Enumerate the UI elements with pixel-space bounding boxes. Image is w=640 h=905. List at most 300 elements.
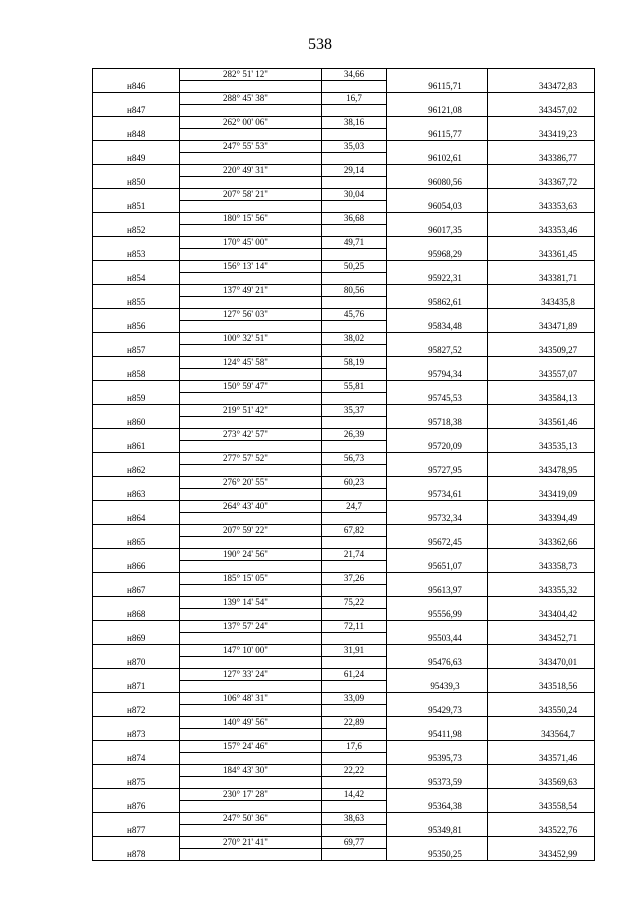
- x-coordinate-cell: 95429,73: [387, 705, 488, 717]
- direction-angle-cell: 282° 51' 12": [180, 69, 322, 81]
- segment-length-cell: [322, 153, 387, 165]
- direction-angle-cell: [180, 681, 322, 693]
- x-coordinate-cell: 95476,63: [387, 657, 488, 669]
- point-name-cell: [93, 189, 180, 201]
- point-name-cell: [93, 429, 180, 441]
- direction-angle-cell: 219° 51' 42": [180, 405, 322, 417]
- direction-angle-cell: 150° 59' 47": [180, 381, 322, 393]
- point-name-cell: н852: [93, 225, 180, 237]
- segment-length-cell: [322, 825, 387, 837]
- x-coordinate-cell: 95411,98: [387, 729, 488, 741]
- y-coordinate-cell: [488, 717, 595, 729]
- x-coordinate-cell: [387, 237, 488, 249]
- direction-angle-cell: [180, 489, 322, 501]
- point-name-cell: [93, 117, 180, 129]
- point-row: [93, 321, 595, 333]
- point-row: [93, 345, 595, 357]
- segment-row: [93, 501, 595, 513]
- point-name-cell: [93, 573, 180, 585]
- y-coordinate-cell: 343355,32: [488, 585, 595, 597]
- direction-angle-cell: [180, 537, 322, 549]
- segment-row: [93, 573, 595, 585]
- segment-length-cell: [322, 801, 387, 813]
- x-coordinate-cell: [387, 117, 488, 129]
- direction-angle-cell: [180, 153, 322, 165]
- y-coordinate-cell: [488, 429, 595, 441]
- direction-angle-cell: [180, 297, 322, 309]
- x-coordinate-cell: 95922,31: [387, 273, 488, 285]
- x-coordinate-cell: 95727,95: [387, 465, 488, 477]
- y-coordinate-cell: 343381,71: [488, 273, 595, 285]
- direction-angle-cell: [180, 249, 322, 261]
- point-row: [93, 705, 595, 717]
- direction-angle-cell: 100° 32' 51": [180, 333, 322, 345]
- x-coordinate-cell: 95373,59: [387, 777, 488, 789]
- y-coordinate-cell: [488, 117, 595, 129]
- direction-angle-cell: 273° 42' 57": [180, 429, 322, 441]
- point-row: [93, 849, 595, 861]
- segment-length-cell: [322, 585, 387, 597]
- segment-length-cell: 61,24: [322, 669, 387, 681]
- y-coordinate-cell: 343535,13: [488, 441, 595, 453]
- point-name-cell: [93, 357, 180, 369]
- direction-angle-cell: 156° 13' 14": [180, 261, 322, 273]
- point-row: [93, 129, 595, 141]
- y-coordinate-cell: [488, 69, 595, 81]
- segment-row: [93, 765, 595, 777]
- point-row: [93, 465, 595, 477]
- y-coordinate-cell: [488, 765, 595, 777]
- segment-length-cell: 55,81: [322, 381, 387, 393]
- direction-angle-cell: [180, 609, 322, 621]
- segment-length-cell: 72,11: [322, 621, 387, 633]
- segment-length-cell: 38,63: [322, 813, 387, 825]
- direction-angle-cell: [180, 201, 322, 213]
- direction-angle-cell: 247° 50' 36": [180, 813, 322, 825]
- segment-row: [93, 381, 595, 393]
- direction-angle-cell: 184° 43' 30": [180, 765, 322, 777]
- segment-length-cell: 67,82: [322, 525, 387, 537]
- point-name-cell: н878: [93, 849, 180, 861]
- segment-length-cell: 56,73: [322, 453, 387, 465]
- point-row: [93, 201, 595, 213]
- point-name-cell: [93, 621, 180, 633]
- y-coordinate-cell: [488, 597, 595, 609]
- point-row: [93, 777, 595, 789]
- direction-angle-cell: 207° 58' 21": [180, 189, 322, 201]
- y-coordinate-cell: 343571,46: [488, 753, 595, 765]
- x-coordinate-cell: [387, 549, 488, 561]
- segment-length-cell: [322, 657, 387, 669]
- x-coordinate-cell: 95794,34: [387, 369, 488, 381]
- direction-angle-cell: 127° 33' 24": [180, 669, 322, 681]
- point-row: [93, 681, 595, 693]
- point-name-cell: н867: [93, 585, 180, 597]
- direction-angle-cell: 220° 49' 31": [180, 165, 322, 177]
- y-coordinate-cell: 343569,63: [488, 777, 595, 789]
- segment-length-cell: 37,26: [322, 573, 387, 585]
- segment-length-cell: [322, 81, 387, 93]
- y-coordinate-cell: 343558,54: [488, 801, 595, 813]
- point-row: [93, 489, 595, 501]
- point-name-cell: [93, 165, 180, 177]
- direction-angle-cell: 137° 57' 24": [180, 621, 322, 633]
- direction-angle-cell: 137° 49' 21": [180, 285, 322, 297]
- y-coordinate-cell: [488, 381, 595, 393]
- direction-angle-cell: [180, 273, 322, 285]
- segment-length-cell: 60,23: [322, 477, 387, 489]
- x-coordinate-cell: 95745,53: [387, 393, 488, 405]
- point-name-cell: н861: [93, 441, 180, 453]
- y-coordinate-cell: [488, 477, 595, 489]
- y-coordinate-cell: 343435,8: [488, 297, 595, 309]
- y-coordinate-cell: [488, 669, 595, 681]
- segment-row: [93, 117, 595, 129]
- point-name-cell: [93, 453, 180, 465]
- y-coordinate-cell: [488, 309, 595, 321]
- point-name-cell: [93, 693, 180, 705]
- point-row: [93, 417, 595, 429]
- segment-row: [93, 525, 595, 537]
- segment-length-cell: 17,6: [322, 741, 387, 753]
- y-coordinate-cell: 343419,23: [488, 129, 595, 141]
- segment-row: [93, 789, 595, 801]
- direction-angle-cell: 170° 45' 00": [180, 237, 322, 249]
- point-name-cell: н859: [93, 393, 180, 405]
- y-coordinate-cell: [488, 333, 595, 345]
- point-name-cell: н851: [93, 201, 180, 213]
- x-coordinate-cell: 95834,48: [387, 321, 488, 333]
- point-row: [93, 153, 595, 165]
- segment-length-cell: 29,14: [322, 165, 387, 177]
- y-coordinate-cell: 343362,66: [488, 537, 595, 549]
- x-coordinate-cell: 95613,97: [387, 585, 488, 597]
- segment-length-cell: 80,56: [322, 285, 387, 297]
- segment-row: [93, 357, 595, 369]
- segment-length-cell: 22,89: [322, 717, 387, 729]
- segment-row: [93, 741, 595, 753]
- segment-row: [93, 189, 595, 201]
- point-name-cell: [93, 837, 180, 849]
- y-coordinate-cell: 343561,46: [488, 417, 595, 429]
- segment-row: [93, 69, 595, 81]
- segment-length-cell: 58,19: [322, 357, 387, 369]
- x-coordinate-cell: [387, 645, 488, 657]
- direction-angle-cell: 180° 15' 56": [180, 213, 322, 225]
- point-row: [93, 297, 595, 309]
- direction-angle-cell: 247° 55' 53": [180, 141, 322, 153]
- direction-angle-cell: 270° 21' 41": [180, 837, 322, 849]
- point-name-cell: [93, 645, 180, 657]
- segment-row: [93, 453, 595, 465]
- x-coordinate-cell: [387, 693, 488, 705]
- x-coordinate-cell: [387, 813, 488, 825]
- x-coordinate-cell: [387, 525, 488, 537]
- x-coordinate-cell: 95718,38: [387, 417, 488, 429]
- x-coordinate-cell: [387, 501, 488, 513]
- segment-length-cell: 38,02: [322, 333, 387, 345]
- x-coordinate-cell: [387, 213, 488, 225]
- direction-angle-cell: [180, 777, 322, 789]
- point-name-cell: [93, 477, 180, 489]
- x-coordinate-cell: 96017,35: [387, 225, 488, 237]
- y-coordinate-cell: [488, 213, 595, 225]
- segment-length-cell: [322, 681, 387, 693]
- x-coordinate-cell: [387, 93, 488, 105]
- point-name-cell: [93, 597, 180, 609]
- segment-length-cell: [322, 441, 387, 453]
- point-name-cell: н872: [93, 705, 180, 717]
- segment-length-cell: [322, 369, 387, 381]
- x-coordinate-cell: [387, 741, 488, 753]
- segment-row: [93, 237, 595, 249]
- point-name-cell: [93, 141, 180, 153]
- point-row: [93, 753, 595, 765]
- point-row: [93, 393, 595, 405]
- y-coordinate-cell: 343394,49: [488, 513, 595, 525]
- segment-length-cell: 45,76: [322, 309, 387, 321]
- point-row: [93, 801, 595, 813]
- segment-row: [93, 213, 595, 225]
- direction-angle-cell: 277° 57' 52": [180, 453, 322, 465]
- y-coordinate-cell: 343509,27: [488, 345, 595, 357]
- y-coordinate-cell: [488, 741, 595, 753]
- y-coordinate-cell: [488, 165, 595, 177]
- x-coordinate-cell: 96054,03: [387, 201, 488, 213]
- segment-length-cell: [322, 465, 387, 477]
- point-name-cell: н876: [93, 801, 180, 813]
- point-name-cell: н855: [93, 297, 180, 309]
- coordinates-table-body: [93, 69, 595, 861]
- segment-length-cell: 75,22: [322, 597, 387, 609]
- segment-row: [93, 837, 595, 849]
- segment-length-cell: 35,03: [322, 141, 387, 153]
- y-coordinate-cell: 343584,13: [488, 393, 595, 405]
- x-coordinate-cell: 96115,71: [387, 81, 488, 93]
- direction-angle-cell: [180, 105, 322, 117]
- direction-angle-cell: 140° 49' 56": [180, 717, 322, 729]
- point-name-cell: н862: [93, 465, 180, 477]
- direction-angle-cell: 276° 20' 55": [180, 477, 322, 489]
- segment-length-cell: [322, 297, 387, 309]
- direction-angle-cell: 139° 14' 54": [180, 597, 322, 609]
- y-coordinate-cell: 343471,89: [488, 321, 595, 333]
- point-name-cell: н856: [93, 321, 180, 333]
- x-coordinate-cell: [387, 69, 488, 81]
- point-name-cell: [93, 669, 180, 681]
- x-coordinate-cell: 96080,56: [387, 177, 488, 189]
- y-coordinate-cell: [488, 93, 595, 105]
- direction-angle-cell: [180, 417, 322, 429]
- segment-length-cell: 49,71: [322, 237, 387, 249]
- segment-row: [93, 141, 595, 153]
- x-coordinate-cell: 96115,77: [387, 129, 488, 141]
- x-coordinate-cell: [387, 309, 488, 321]
- segment-length-cell: 38,16: [322, 117, 387, 129]
- direction-angle-cell: [180, 225, 322, 237]
- direction-angle-cell: 288° 45' 38": [180, 93, 322, 105]
- y-coordinate-cell: 343470,01: [488, 657, 595, 669]
- x-coordinate-cell: 95349,81: [387, 825, 488, 837]
- segment-length-cell: 33,09: [322, 693, 387, 705]
- x-coordinate-cell: [387, 285, 488, 297]
- y-coordinate-cell: 343404,42: [488, 609, 595, 621]
- segment-length-cell: [322, 129, 387, 141]
- x-coordinate-cell: [387, 453, 488, 465]
- point-name-cell: н857: [93, 345, 180, 357]
- x-coordinate-cell: 96102,61: [387, 153, 488, 165]
- y-coordinate-cell: 343518,56: [488, 681, 595, 693]
- point-name-cell: н849: [93, 153, 180, 165]
- direction-angle-cell: [180, 393, 322, 405]
- y-coordinate-cell: 343386,77: [488, 153, 595, 165]
- point-name-cell: [93, 93, 180, 105]
- y-coordinate-cell: [488, 357, 595, 369]
- x-coordinate-cell: [387, 333, 488, 345]
- y-coordinate-cell: 343557,07: [488, 369, 595, 381]
- x-coordinate-cell: [387, 717, 488, 729]
- x-coordinate-cell: [387, 573, 488, 585]
- point-name-cell: н868: [93, 609, 180, 621]
- direction-angle-cell: [180, 561, 322, 573]
- x-coordinate-cell: [387, 789, 488, 801]
- point-name-cell: [93, 525, 180, 537]
- direction-angle-cell: [180, 705, 322, 717]
- direction-angle-cell: [180, 849, 322, 861]
- point-name-cell: н846: [93, 81, 180, 93]
- segment-length-cell: [322, 345, 387, 357]
- point-name-cell: н850: [93, 177, 180, 189]
- segment-row: [93, 333, 595, 345]
- point-name-cell: [93, 285, 180, 297]
- x-coordinate-cell: 95395,73: [387, 753, 488, 765]
- segment-row: [93, 597, 595, 609]
- segment-length-cell: [322, 489, 387, 501]
- y-coordinate-cell: [488, 141, 595, 153]
- direction-angle-cell: 185° 15' 05": [180, 573, 322, 585]
- direction-angle-cell: [180, 657, 322, 669]
- point-row: [93, 273, 595, 285]
- y-coordinate-cell: [488, 261, 595, 273]
- direction-angle-cell: 207° 59' 22": [180, 525, 322, 537]
- x-coordinate-cell: 95672,45: [387, 537, 488, 549]
- direction-angle-cell: 190° 24' 56": [180, 549, 322, 561]
- x-coordinate-cell: 96121,08: [387, 105, 488, 117]
- y-coordinate-cell: [488, 549, 595, 561]
- y-coordinate-cell: [488, 285, 595, 297]
- y-coordinate-cell: [488, 525, 595, 537]
- point-name-cell: [93, 501, 180, 513]
- segment-row: [93, 693, 595, 705]
- point-name-cell: [93, 213, 180, 225]
- direction-angle-cell: [180, 369, 322, 381]
- point-name-cell: н860: [93, 417, 180, 429]
- x-coordinate-cell: [387, 477, 488, 489]
- segment-row: [93, 549, 595, 561]
- point-row: [93, 561, 595, 573]
- direction-angle-cell: [180, 729, 322, 741]
- segment-length-cell: [322, 561, 387, 573]
- x-coordinate-cell: 95364,38: [387, 801, 488, 813]
- point-row: [93, 657, 595, 669]
- direction-angle-cell: 262° 00' 06": [180, 117, 322, 129]
- point-row: [93, 105, 595, 117]
- y-coordinate-cell: 343361,45: [488, 249, 595, 261]
- y-coordinate-cell: [488, 237, 595, 249]
- segment-length-cell: 31,91: [322, 645, 387, 657]
- x-coordinate-cell: 95439,3: [387, 681, 488, 693]
- point-name-cell: [93, 789, 180, 801]
- direction-angle-cell: 124° 45' 58": [180, 357, 322, 369]
- direction-angle-cell: 230° 17' 28": [180, 789, 322, 801]
- point-row: [93, 729, 595, 741]
- point-row: [93, 609, 595, 621]
- point-name-cell: н864: [93, 513, 180, 525]
- point-name-cell: н854: [93, 273, 180, 285]
- x-coordinate-cell: [387, 189, 488, 201]
- x-coordinate-cell: 95968,29: [387, 249, 488, 261]
- segment-row: [93, 477, 595, 489]
- point-name-cell: н875: [93, 777, 180, 789]
- point-row: [93, 225, 595, 237]
- x-coordinate-cell: 95556,99: [387, 609, 488, 621]
- point-row: [93, 177, 595, 189]
- segment-length-cell: [322, 417, 387, 429]
- y-coordinate-cell: 343457,02: [488, 105, 595, 117]
- y-coordinate-cell: [488, 621, 595, 633]
- segment-row: [93, 429, 595, 441]
- direction-angle-cell: 147° 10' 00": [180, 645, 322, 657]
- direction-angle-cell: [180, 513, 322, 525]
- point-name-cell: [93, 813, 180, 825]
- x-coordinate-cell: 95720,09: [387, 441, 488, 453]
- point-row: [93, 81, 595, 93]
- segment-length-cell: 69,77: [322, 837, 387, 849]
- point-name-cell: [93, 69, 180, 81]
- point-name-cell: [93, 333, 180, 345]
- y-coordinate-cell: 343353,63: [488, 201, 595, 213]
- coordinates-table: [92, 68, 595, 861]
- point-name-cell: н871: [93, 681, 180, 693]
- x-coordinate-cell: 95651,07: [387, 561, 488, 573]
- y-coordinate-cell: 343358,73: [488, 561, 595, 573]
- y-coordinate-cell: [488, 645, 595, 657]
- x-coordinate-cell: 95732,34: [387, 513, 488, 525]
- y-coordinate-cell: [488, 693, 595, 705]
- point-row: [93, 513, 595, 525]
- y-coordinate-cell: [488, 405, 595, 417]
- point-row: [93, 441, 595, 453]
- x-coordinate-cell: [387, 165, 488, 177]
- segment-row: [93, 309, 595, 321]
- y-coordinate-cell: [488, 813, 595, 825]
- segment-length-cell: [322, 753, 387, 765]
- y-coordinate-cell: 343472,83: [488, 81, 595, 93]
- direction-angle-cell: 264° 43' 40": [180, 501, 322, 513]
- segment-length-cell: [322, 321, 387, 333]
- segment-length-cell: [322, 633, 387, 645]
- x-coordinate-cell: 95350,25: [387, 849, 488, 861]
- point-name-cell: н877: [93, 825, 180, 837]
- segment-length-cell: [322, 777, 387, 789]
- direction-angle-cell: [180, 81, 322, 93]
- direction-angle-cell: [180, 585, 322, 597]
- y-coordinate-cell: 343353,46: [488, 225, 595, 237]
- y-coordinate-cell: [488, 573, 595, 585]
- page-number: 538: [308, 36, 332, 53]
- segment-length-cell: [322, 729, 387, 741]
- point-name-cell: [93, 405, 180, 417]
